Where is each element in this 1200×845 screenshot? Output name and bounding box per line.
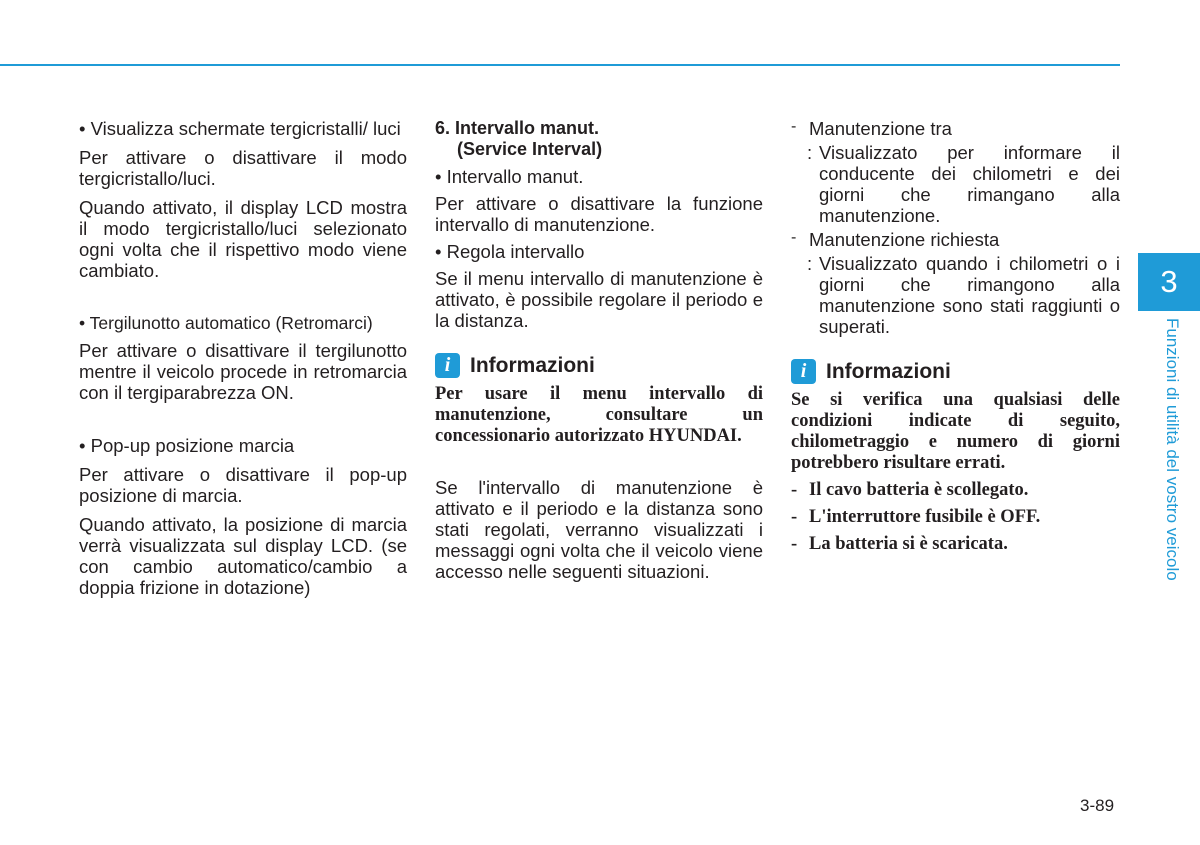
info-list-text: L'interruttore fusibile è OFF. xyxy=(809,507,1041,527)
dash-marker: - xyxy=(791,480,798,500)
info-icon: i xyxy=(791,359,816,384)
section-heading xyxy=(435,118,763,160)
info-title: Informazioni xyxy=(826,359,951,383)
info-text: Per usare il menu intervallo di manutenzione, consultare un concessionario autorizzato HYUNDAI. xyxy=(435,384,763,446)
heading-line-1: 6. Intervallo manut. xyxy=(435,118,600,138)
info-box-header xyxy=(435,353,763,378)
info-text: Se si verifica una qualsiasi delle condizioni indicate di seguito, chilometraggio e numero di giorni potrebbero risultare errati. xyxy=(791,390,1120,473)
paragraph: Quando attivato, la posizione di marcia verrà visualizzata sul display LCD. (se con cambio automatico/cambio a doppia frizione in dotazione) xyxy=(79,514,407,598)
paragraph: Per attivare o disattivare il pop-up posizione di marcia. xyxy=(79,464,407,506)
info-list-item xyxy=(791,480,1120,501)
paragraph: Se l'intervallo di manutenzione è attivato e il periodo e la distanza sono stati regolati, verranno visualizzati i messaggi ogni volta che il veicolo viene accesso nelle seguenti situazioni. xyxy=(435,477,763,582)
definition-description xyxy=(791,142,1120,226)
info-list-text: Il cavo batteria è scollegato. xyxy=(809,480,1029,500)
definition-text: Visualizzato quando i chilometri o i giorni che rimangono alla manutenzione sono stati raggiunti o superati. xyxy=(819,253,1120,337)
definition-item xyxy=(791,118,1120,139)
paragraph: Per attivare o disattivare il modo tergicristallo/luci. xyxy=(79,147,407,189)
info-title: Informazioni xyxy=(470,353,595,377)
column-1 xyxy=(79,118,407,598)
chapter-tab: 3 xyxy=(1138,253,1200,311)
definition-label: Manutenzione tra xyxy=(809,118,952,139)
bullet-adjust-interval: • Regola intervallo xyxy=(435,241,585,262)
info-icon: i xyxy=(435,353,460,378)
bullet-wiper-lights: • Visualizza schermate tergicristalli/ luci xyxy=(79,118,401,139)
bullet-rear-wiper: • Tergilunotto automatico (Retromarci) xyxy=(79,313,373,333)
paragraph: Quando attivato, il display LCD mostra il modo tergicristallo/luci selezionato ogni volta che il rispettivo modo viene cambiato. xyxy=(79,197,407,281)
dash-marker: - xyxy=(791,118,797,135)
top-rule xyxy=(0,64,1120,66)
dash-marker: - xyxy=(791,534,798,554)
colon-marker: : xyxy=(807,253,813,274)
dash-marker: - xyxy=(791,507,798,527)
definition-label: Manutenzione richiesta xyxy=(809,229,1000,250)
definition-description xyxy=(791,253,1120,337)
info-list-item xyxy=(791,507,1120,528)
paragraph: Se il menu intervallo di manutenzione è attivato, è possibile regolare il periodo e la distanza. xyxy=(435,268,763,331)
definition-item xyxy=(791,229,1120,250)
column-2 xyxy=(435,118,763,582)
bullet-gear-popup: • Pop-up posizione marcia xyxy=(79,435,295,456)
page-number: 3-89 xyxy=(1080,796,1115,815)
column-3 xyxy=(791,118,1120,555)
info-list-item xyxy=(791,534,1120,555)
heading-line-2: (Service Interval) xyxy=(457,139,603,159)
definition-text: Visualizzato per informare il conducente dei chilometri e dei giorni che rimangano alla manutenzione. xyxy=(819,142,1120,226)
dash-marker: - xyxy=(791,229,797,246)
colon-marker: : xyxy=(807,142,813,163)
paragraph: Per attivare o disattivare il tergilunotto mentre il veicolo procede in retromarcia con il tergiparabrezza ON. xyxy=(79,340,407,403)
paragraph: Per attivare o disattivare la funzione intervallo di manutenzione. xyxy=(435,193,763,235)
info-list-text: La batteria si è scaricata. xyxy=(809,534,1008,554)
bullet-service-interval: • Intervallo manut. xyxy=(435,166,584,187)
chapter-side-label: Funzioni di utilità del vostro veicolo xyxy=(1163,318,1182,581)
info-box-header xyxy=(791,359,1120,384)
